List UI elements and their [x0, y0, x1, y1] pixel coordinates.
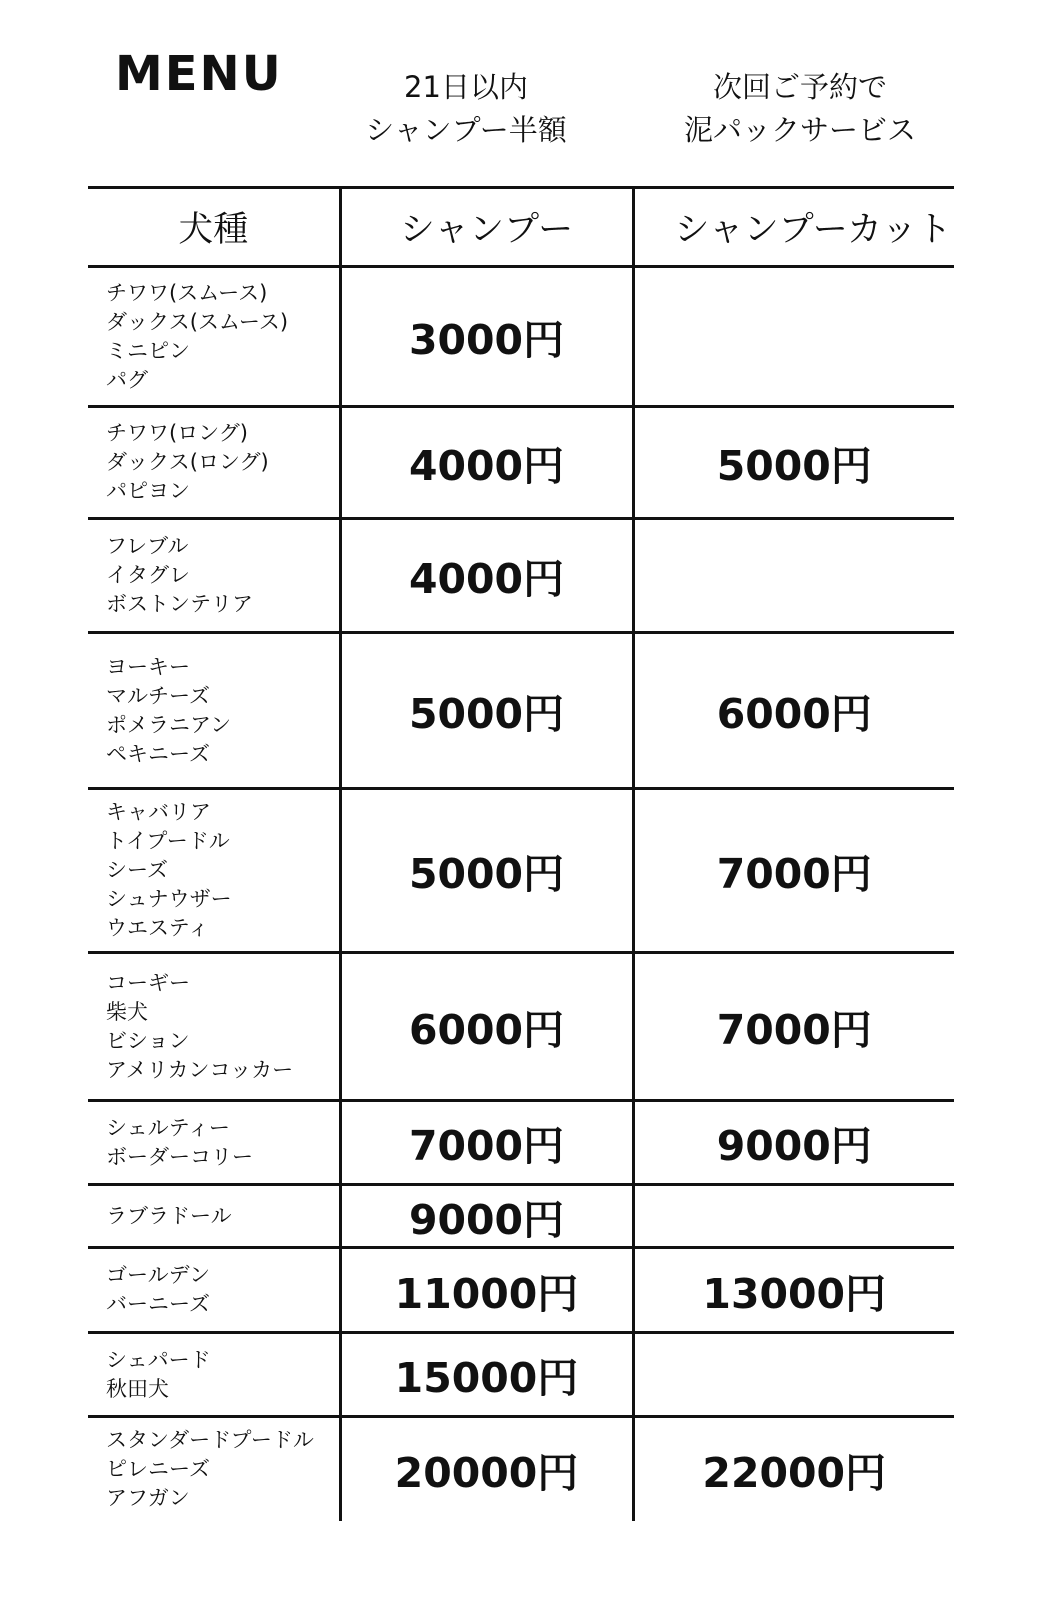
shampoo-cut-price [633, 267, 954, 407]
shampoo-cut-price: 9000円 [633, 1101, 954, 1185]
shampoo-cut-price: 5000円 [633, 407, 954, 519]
breed-cell [88, 1333, 340, 1417]
breed-name: ウエスティ [106, 916, 209, 940]
shampoo-price: 20000円 [340, 1417, 633, 1522]
table-row [88, 789, 954, 953]
table-body [88, 267, 954, 1522]
page-title: MENU [115, 46, 283, 102]
table-row [88, 519, 954, 633]
table-row [88, 1333, 954, 1417]
breed-name: バーニーズ [106, 1292, 210, 1316]
breed-name: ミニピン [106, 338, 190, 363]
breed-name: ピレニーズ [106, 1457, 210, 1481]
shampoo-cut-price [633, 1185, 954, 1248]
table-row [88, 633, 954, 789]
shampoo-cut-price: 7000円 [633, 953, 954, 1101]
breed-name: アフガン [106, 1486, 190, 1510]
shampoo-price: 7000円 [340, 1101, 633, 1185]
promo-line: 次回ご予約で [712, 70, 887, 104]
table-row [88, 1417, 954, 1522]
breed-name: 秋田犬 [106, 1376, 169, 1401]
breed-name: ボストンテリア [106, 592, 253, 616]
shampoo-price: 9000円 [340, 1185, 633, 1248]
shampoo-cut-price: 7000円 [633, 789, 954, 953]
shampoo-price: 4000円 [340, 407, 633, 519]
breed-name: ペキニーズ [106, 741, 210, 766]
breed-name: ビション [106, 1028, 190, 1053]
breed-name: ゴールデン [106, 1263, 211, 1287]
table-row [88, 1101, 954, 1185]
price-table [88, 186, 954, 1521]
breed-name: ヨーキー [106, 654, 190, 679]
shampoo-price: 3000円 [340, 267, 633, 407]
breed-name: ダックス(スムース) [106, 309, 289, 334]
table-row [88, 407, 954, 519]
breed-cell [88, 1417, 340, 1522]
breed-name: シーズ [106, 858, 168, 882]
breed-cell [88, 407, 340, 519]
header-breed: 犬種 [88, 188, 340, 267]
shampoo-price: 6000円 [340, 953, 633, 1101]
breed-name: イタグレ [106, 563, 190, 587]
breed-name: チワワ(ロング) [106, 421, 248, 445]
breed-cell [88, 789, 340, 953]
header-shampoo: シャンプー [340, 188, 633, 267]
breed-name: パピヨン [106, 479, 190, 503]
breed-name: パグ [106, 367, 148, 392]
header-shampoo-cut: シャンプーカット [633, 188, 954, 267]
table-row [88, 1185, 954, 1248]
breed-name: フレブル [106, 534, 189, 558]
breed-name: ダックス(ロング) [106, 450, 269, 474]
table-row [88, 267, 954, 407]
breed-name: シェパード [106, 1347, 211, 1372]
breed-name: キャバリア [106, 800, 211, 824]
breed-cell [88, 953, 340, 1101]
shampoo-cut-price [633, 1333, 954, 1417]
breed-name: ポメラニアン [106, 712, 232, 737]
promo-half-price-shampoo [346, 66, 586, 152]
promo-line: 泥パックサービス [683, 113, 916, 147]
breed-name: トイプードル [106, 829, 230, 853]
breed-name: マルチーズ [106, 683, 210, 708]
shampoo-cut-price: 22000円 [633, 1417, 954, 1522]
breed-name: シュナウザー [106, 887, 232, 911]
table-row [88, 1248, 954, 1333]
breed-cell [88, 267, 340, 407]
shampoo-price: 5000円 [340, 633, 633, 789]
promo-line: 21日以内 [404, 70, 528, 104]
breed-name: ラブラドール [106, 1203, 232, 1228]
breed-name: スタンダードプードル [106, 1428, 314, 1452]
breed-name: コーギー [106, 970, 190, 995]
breed-name: シェルティー [106, 1115, 230, 1140]
breed-name: ボーダーコリー [106, 1144, 253, 1169]
promo-mud-pack-service [655, 66, 945, 152]
shampoo-cut-price [633, 519, 954, 633]
promo-line: シャンプー半額 [365, 113, 567, 147]
shampoo-cut-price: 13000円 [633, 1248, 954, 1333]
shampoo-price: 5000円 [340, 789, 633, 953]
breed-cell [88, 1101, 340, 1185]
breed-cell [88, 519, 340, 633]
breed-cell [88, 1248, 340, 1333]
breed-name: チワワ(スムース) [106, 280, 268, 305]
breed-name: 柴犬 [106, 999, 148, 1024]
breed-name: アメリカンコッカー [106, 1057, 294, 1082]
shampoo-cut-price: 6000円 [633, 633, 954, 789]
table-header-row [88, 188, 954, 267]
breed-cell [88, 1185, 340, 1248]
table-row [88, 953, 954, 1101]
breed-cell [88, 633, 340, 789]
shampoo-price: 15000円 [340, 1333, 633, 1417]
shampoo-price: 4000円 [340, 519, 633, 633]
shampoo-price: 11000円 [340, 1248, 633, 1333]
